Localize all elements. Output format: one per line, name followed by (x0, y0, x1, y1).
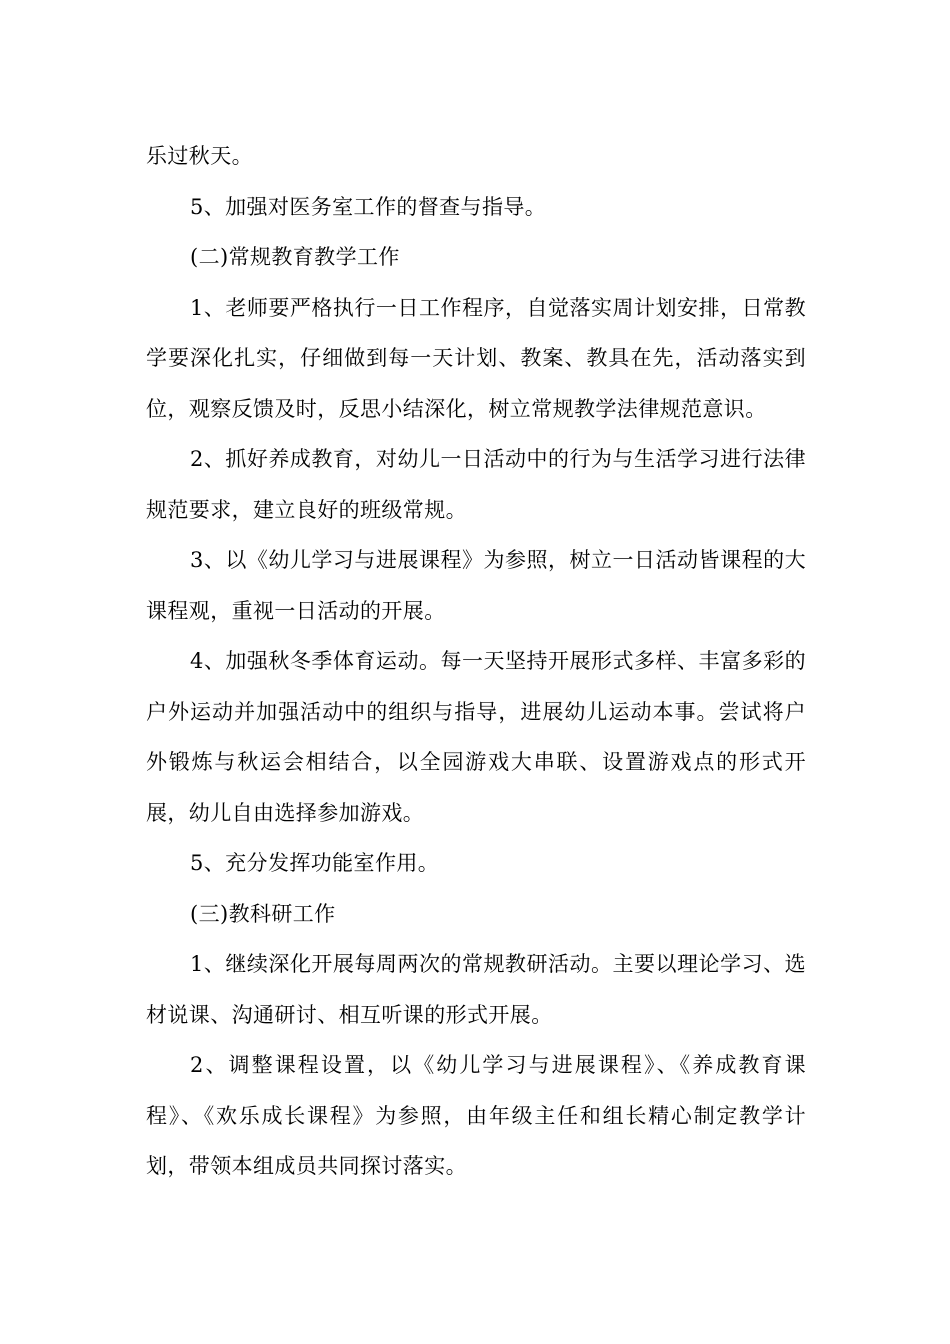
paragraph-item-1-research-activities: 1、继续深化开展每周两次的常规教研活动。主要以理论学习、选材说课、沟通研讨、相互听课的形式开展。 (146, 952, 806, 1027)
paragraph-item-2-habit-education: 2、抓好养成教育，对幼儿一日活动中的行为与生活学习进行法律规范要求，建立良好的班级常规。 (146, 447, 806, 522)
paragraph-item-5-function-rooms: 5、充分发挥功能室作用。 (190, 851, 440, 875)
paragraph-continuation: 乐过秋天。 (146, 144, 253, 168)
section-heading-routine-teaching: (二)常规教育教学工作 (190, 245, 400, 269)
section-heading-research: (三)教科研工作 (190, 901, 336, 926)
paragraph-item-1-daily-procedure: 1、老师要严格执行一日工作程序，自觉落实周计划安排，日常教学要深化扎实，仔细做到每一天计划、教案、教具在先，活动落实到位，观察反馈及时，反思小结深化，树立常规教学法律规范意识。 (146, 295, 806, 421)
paragraph-item-2-course-adjustment: 2、调整课程设置，以《幼儿学习与进展课程》、《养成教育课程》、《欢乐成长课程》为参照，由年级主任和组长精心制定教学计划，带领本组成员共同探讨落实。 (146, 1053, 806, 1178)
paragraph-item-3-curriculum: 3、以《幼儿学习与进展课程》为参照，树立一日活动皆课程的大课程观，重视一日活动的开展。 (146, 548, 806, 623)
paragraph-item-4-sports: 4、加强秋冬季体育运动。每一天坚持开展形式多样、丰富多彩的户外运动并加强活动中的组织与指导，进展幼儿运动本事。尝试将户外锻炼与秋运会相结合，以全园游戏大串联、设置游戏点的形式开展，幼儿自由选择参加游戏。 (146, 649, 806, 825)
document-body (146, 131, 806, 1192)
paragraph-item-5-medical-room: 5、加强对医务室工作的督查与指导。 (190, 194, 547, 219)
